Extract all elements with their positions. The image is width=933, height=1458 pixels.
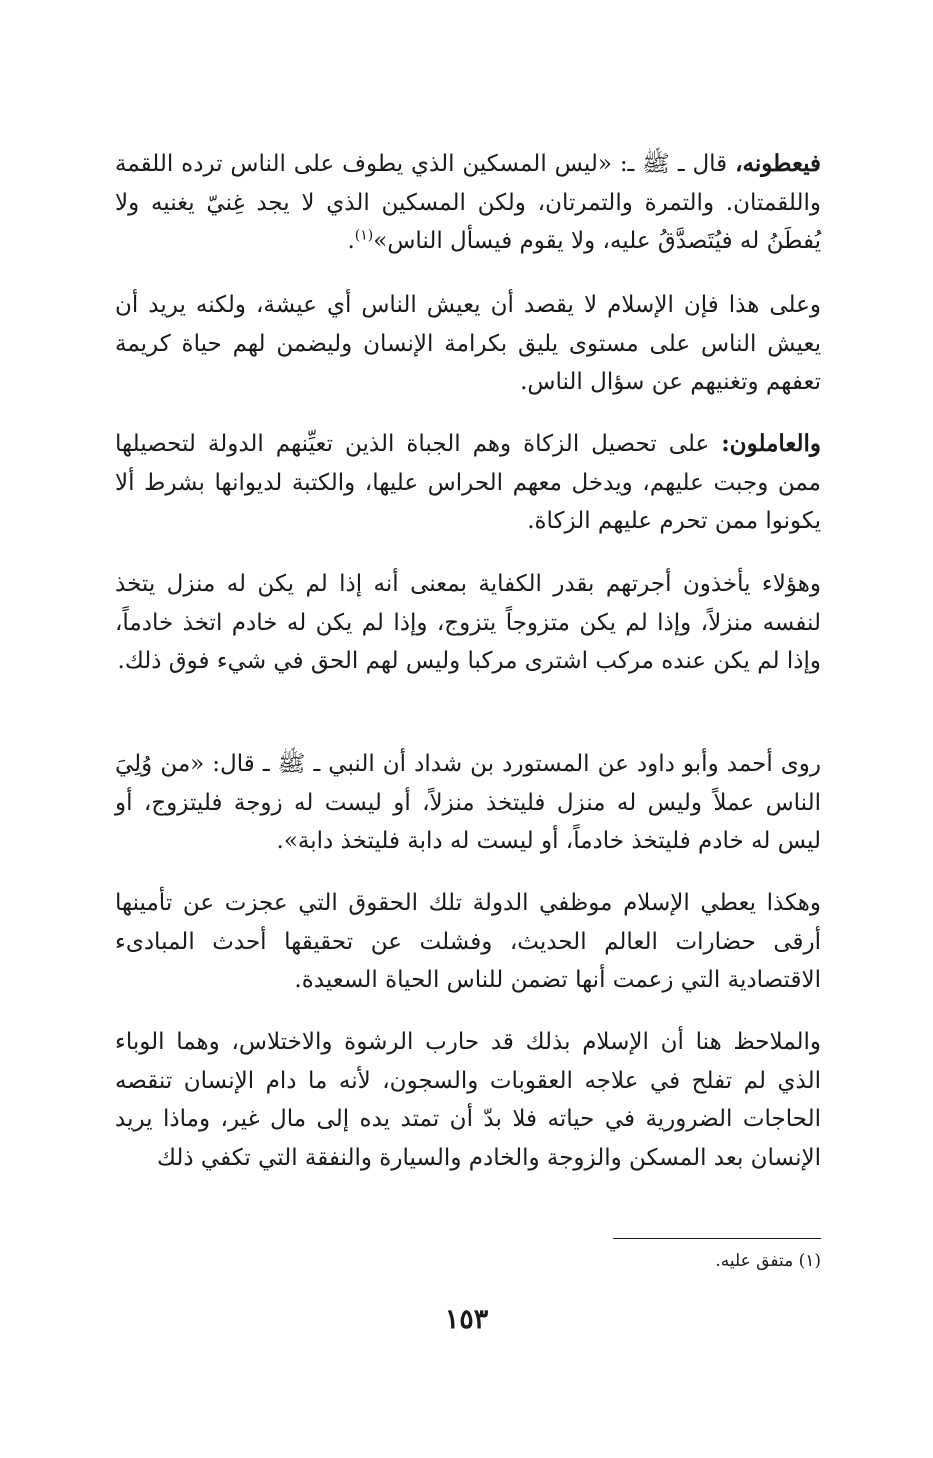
paragraph-3-lead: والعاملون: [721, 430, 821, 457]
footnote: (١) متفق عليه. [715, 1251, 821, 1271]
paragraph-5 [115, 745, 821, 861]
footnote-reference: (١) [354, 227, 374, 244]
paragraph-5-text: روى أحمد وأبو داود عن المستورد بن شداد أن النبي ـ ﷺ ـ قال: «من وُلِيَ الناس عملاً وليس له منزل فليتخذ منزلاً، أو ليست له زوجة فليتزوج، أو ليس له خادم فليتخذ خادماً، أو ليست له دابة فليتخذ دابة». [115, 751, 821, 854]
paragraph-1-text: قال ـ ﷺ ـ: «ليس المسكين الذي يطوف على الناس ترده اللقمة واللقمتان. والتمرة والتمرتان، ولكن المسكين الذي لا يجد غِنيّ يغنيه ولا يُفطَنُ له فيُتَصدَّقُ عليه، ولا يقوم فيسأل الناس» [115, 151, 821, 254]
paragraph-1-lead: فيعطونه، [735, 150, 821, 177]
footnote-separator [613, 1238, 821, 1239]
paragraph-7 [115, 1023, 821, 1177]
paragraph-3-text: على تحصيل الزكاة وهم الجباة الذين تعيِّنهم الدولة لتحصيلها ممن وجبت عليهم، ويدخل معهم الحراس عليها، والكتبة لديوانها بشرط ألا يكونوا ممن تحرم عليهم الزكاة. [115, 431, 821, 534]
paragraph-3 [115, 425, 821, 541]
paragraph-1 [115, 145, 821, 261]
paragraph-1-tail: . [347, 228, 355, 254]
paragraph-2 [115, 286, 821, 402]
paragraph-6-text: وهكذا يعطي الإسلام موظفي الدولة تلك الحقوق التي عجزت عن تأمينها أرقى حضارات العالم الحديث، وفشلت عن تحقيقها أحدث المبادىء الاقتصادية التي زعمت أنها تضمن للناس الحياة السعيدة. [115, 890, 821, 993]
paragraph-7-text: والملاحظ هنا أن الإسلام بذلك قد حارب الرشوة والاختلاس، وهما الوباء الذي لم تفلح في علاجه العقوبات والسجون، لأنه ما دام الإنسان تنقصه الحاجات الضرورية في حياته فلا بدّ أن تمتد يده إلى مال غير، وماذا يريد الإنسان بعد المسكن والزوجة والخادم والسيارة والنفقة التي تكفي ذلك [115, 1029, 821, 1171]
paragraph-4 [115, 565, 821, 681]
paragraph-2-text: وعلى هذا فإن الإسلام لا يقصد أن يعيش الناس أي عيشة، ولكنه يريد أن يعيش الناس على مستوى يليق بكرامة الإنسان وليضمن لهم حياة كريمة تعفهم وتغنيهم عن سؤال الناس. [115, 292, 821, 395]
paragraph-6 [115, 884, 821, 1000]
page-number: ١٥٣ [444, 1304, 489, 1335]
paragraph-4-text: وهؤلاء يأخذون أجرتهم بقدر الكفاية بمعنى أنه إذا لم يكن له منزل يتخذ لنفسه منزلاً، وإذا لم يكن متزوجاً يتزوج، وإذا لم يكن له خادم اتخذ خادماً، وإذا لم يكن عنده مركب اشترى مركبا وليس لهم الحق في شيء فوق ذلك. [115, 571, 821, 674]
